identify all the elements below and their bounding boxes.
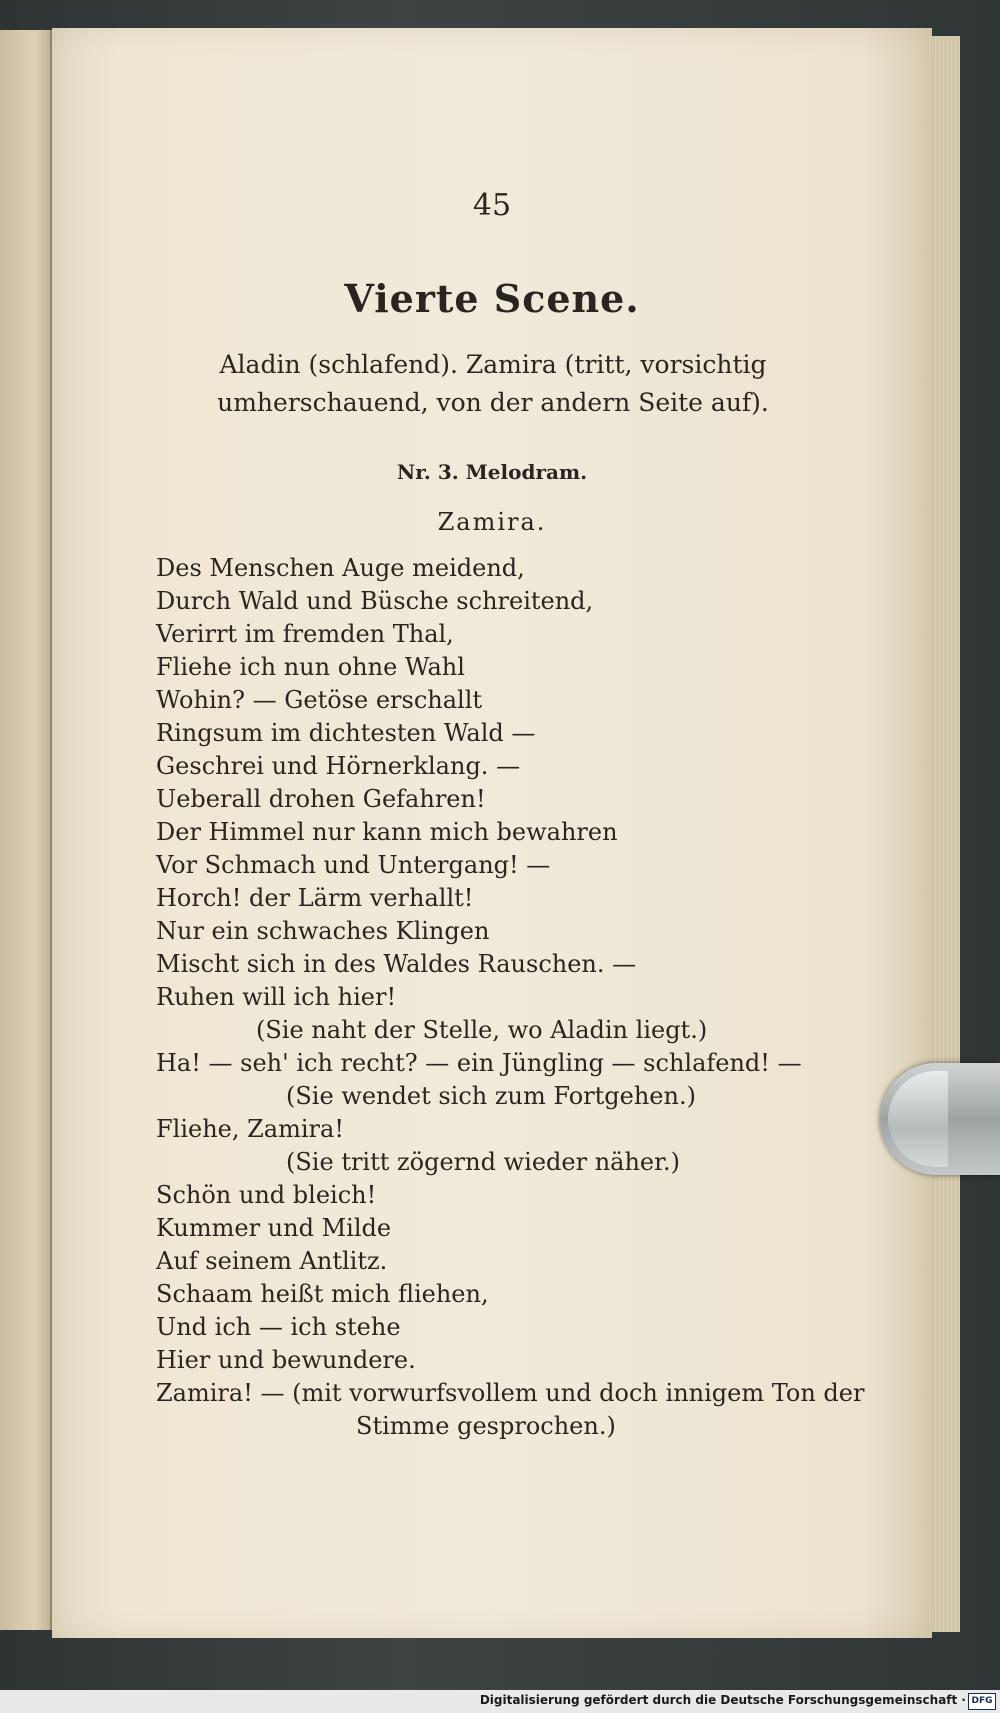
verse-line: Fliehe, Zamira! — [156, 1115, 344, 1143]
verse-line: Verirrt im fremden Thal, — [156, 620, 454, 648]
verse-line-continuation: Stimme gesprochen.) — [356, 1412, 616, 1440]
verse-line: Der Himmel nur kann mich bewahren — [156, 818, 618, 846]
digitization-footer — [0, 1690, 1000, 1713]
verse-line: Vor Schmach und Untergang! — — [156, 851, 551, 879]
verse-line: Geschrei und Hörnerklang. — — [156, 752, 521, 780]
verse-text — [156, 552, 876, 1443]
stage-direction-line: (Sie naht der Stelle, wo Aladin liegt.) — [256, 1016, 708, 1044]
verse-line: Schaam heißt mich fliehen, — [156, 1280, 489, 1308]
verse-line: Auf seinem Antlitz. — [156, 1247, 388, 1275]
verse-line: Mischt sich in des Waldes Rauschen. — — [156, 950, 637, 978]
number-title: Nr. 3. Melodram. — [396, 460, 588, 484]
verse-line: Horch! der Lärm verhallt! — [156, 884, 474, 912]
page-stack-edge — [932, 36, 960, 1632]
verse-line: Ringsum im dichtesten Wald — — [156, 719, 536, 747]
verse-line: Fliehe ich nun ohne Wahl — [156, 653, 465, 681]
stage-direction-line: (Sie tritt zögernd wieder näher.) — [286, 1148, 680, 1176]
verse-line: Nur ein schwaches Klingen — [156, 917, 490, 945]
stage-direction-line: (Sie wendet sich zum Fortgehen.) — [286, 1082, 696, 1110]
page-content — [52, 28, 932, 1638]
verse-line: Des Menschen Auge meidend, — [156, 554, 525, 582]
verse-line: Ueberall drohen Gefahren! — [156, 785, 486, 813]
facing-page-edge — [0, 30, 52, 1630]
verse-line: Wohin? — Getöse erschallt — [156, 686, 483, 714]
verse-line: Kummer und Milde — [156, 1214, 392, 1242]
verse-line: Ha! — seh' ich recht? — ein Jüngling — schlafend! — — [156, 1049, 802, 1077]
scene-heading: Vierte Scene. — [344, 276, 640, 321]
verse-line: Durch Wald und Büsche schreitend, — [156, 587, 594, 615]
footer-credit: Digitalisierung gefördert durch die Deutsche Forschungsgemeinschaft · — [479, 1693, 966, 1707]
verse-line: Und ich — ich stehe — [156, 1313, 401, 1341]
speaker-name: Zamira. — [437, 508, 547, 536]
page-number: 45 — [472, 188, 512, 223]
verse-line: Zamira! — (mit vorwurfsvollem und doch innigem Ton der — [156, 1379, 865, 1407]
verse-line: Hier und bewundere. — [156, 1346, 416, 1374]
verse-line: Ruhen will ich hier! — [156, 983, 397, 1011]
dfg-logo[interactable]: DFG — [968, 1693, 996, 1710]
stage-direction: Aladin (schlafend). Zamira (tritt, vorsichtig umherschauend, von der andern Seite auf). — [217, 350, 769, 417]
verse-line: Schön und bleich! — [156, 1181, 377, 1209]
